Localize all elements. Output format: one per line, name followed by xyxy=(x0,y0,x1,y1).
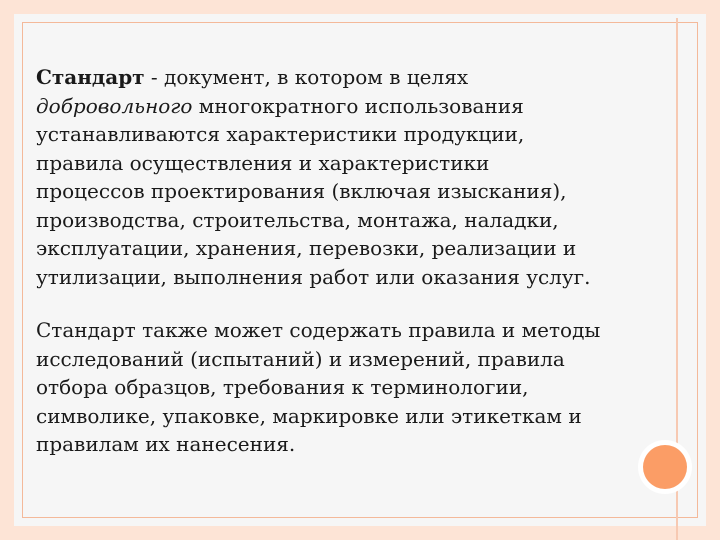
text-line: правилам их нанесения. xyxy=(36,432,296,456)
text-line: символике, упаковке, маркировке или этикеткам и xyxy=(36,403,582,428)
text-line: исследований (испытаний) и измерений, правила xyxy=(36,346,565,371)
text-line xyxy=(36,63,664,92)
text-line: правила осуществления и характеристики xyxy=(36,150,490,175)
text-line: отбора образцов, требования к терминологии, xyxy=(36,375,529,399)
slide-content xyxy=(36,63,664,459)
text-line: процессов проектирования (включая изыскания), xyxy=(36,179,567,203)
definition-paragraph xyxy=(36,63,664,291)
text-line: эксплуатации, хранения, перевозки, реализации и xyxy=(36,236,577,260)
text-line: производства, строительства, монтажа, наладки, xyxy=(36,207,559,232)
additional-paragraph xyxy=(36,316,664,459)
term-standard: Стандарт xyxy=(36,65,145,89)
line-text: многократного использования xyxy=(192,93,524,118)
text-line: устанавливаются характеристики продукции, xyxy=(36,122,525,146)
text-line xyxy=(36,92,664,121)
term-voluntary: добровольного xyxy=(36,93,193,118)
definition-start: - документ, в котором в целях xyxy=(144,65,469,89)
text-line: утилизации, выполнения работ или оказания услуг. xyxy=(36,264,591,289)
text-line: Стандарт также может содержать правила и методы xyxy=(36,318,601,342)
